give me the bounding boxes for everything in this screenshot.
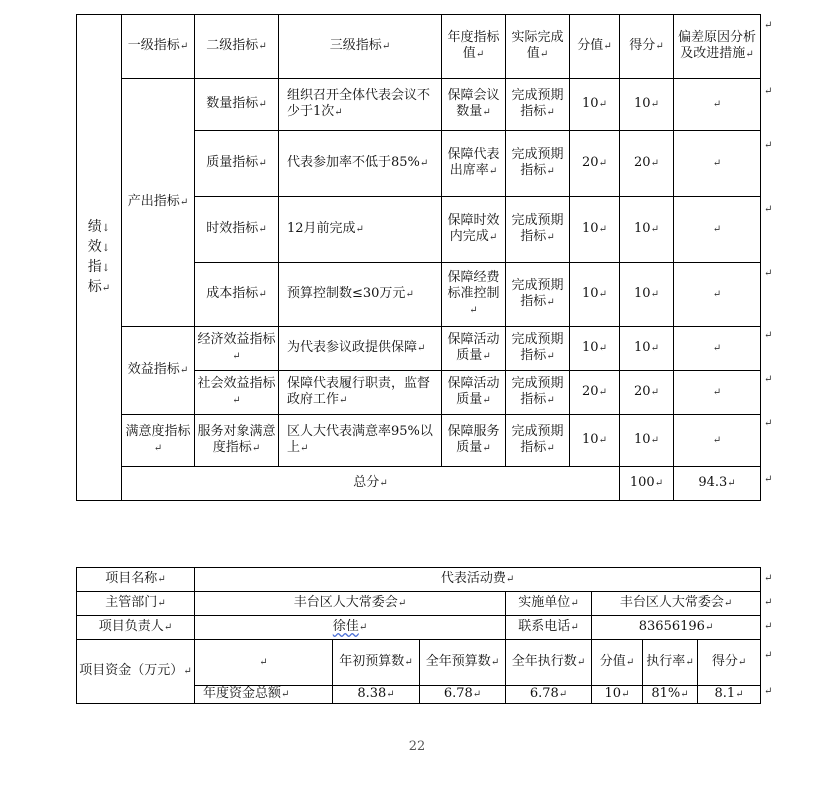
actual-cell: 完成预期指标↵ xyxy=(506,263,570,327)
group-output: 产出指标↵ xyxy=(122,79,195,327)
level3-cell: 预算控制数≤30万元↵ xyxy=(279,263,442,327)
page-number: 22 xyxy=(408,739,426,754)
category-cell: 绩↓ 效↓ 指↓ 标↵ xyxy=(77,15,122,501)
funds-rate: 81%↵ xyxy=(643,686,698,704)
level2-cell: 社会效益指标↵ xyxy=(195,371,279,415)
performance-indicator-table xyxy=(76,14,761,501)
category-char: 绩 xyxy=(87,218,102,235)
level2-cell: 经济效益指标↵ xyxy=(195,327,279,371)
funds-row-label: 年度资金总额↵ xyxy=(195,686,333,704)
row-end-mark: ↵ xyxy=(764,573,773,584)
row-end-mark: ↵ xyxy=(764,268,773,279)
deviation-cell: ↵ xyxy=(674,415,761,467)
row-end-mark: ↵ xyxy=(764,621,773,632)
header-level3: 三级指标↵ xyxy=(279,15,442,79)
phone-label: 联系电话↵ xyxy=(506,616,592,640)
target-cell: 保障活动质量↵ xyxy=(442,327,506,371)
actual-cell: 完成预期指标↵ xyxy=(506,197,570,263)
deviation-cell: ↵ xyxy=(674,371,761,415)
total-score: 94.3↵ xyxy=(674,467,761,501)
dept-value: 丰台区人大常委会↵ xyxy=(195,592,506,616)
table-row xyxy=(77,79,761,131)
value-cell: 10↵ xyxy=(570,327,620,371)
level2-cell: 服务对象满意度指标↵ xyxy=(195,415,279,467)
project-name-value: 代表活动费↵ xyxy=(195,568,761,592)
value-cell: 10↵ xyxy=(570,263,620,327)
score-cell: 10↵ xyxy=(620,197,674,263)
category-char: 指 xyxy=(87,258,102,275)
level3-cell: 代表参加率不低于85%↵ xyxy=(279,131,442,197)
total-label: 总分↵ xyxy=(122,467,620,501)
target-cell: 保障会议数量↵ xyxy=(442,79,506,131)
target-cell: 保障服务质量↵ xyxy=(442,415,506,467)
score-cell: 10↵ xyxy=(620,327,674,371)
project-name-label: 项目名称↵ xyxy=(77,568,195,592)
level2-cell: 数量指标↵ xyxy=(195,79,279,131)
lead-label: 项目负责人↵ xyxy=(77,616,195,640)
level3-cell: 12月前完成↵ xyxy=(279,197,442,263)
level3-cell: 为代表参议政提供保障↵ xyxy=(279,327,442,371)
deviation-cell: ↵ xyxy=(674,197,761,263)
funds-value: 10↵ xyxy=(592,686,643,704)
value-cell: 10↵ xyxy=(570,79,620,131)
row-end-mark: ↵ xyxy=(764,20,773,31)
score-cell: 10↵ xyxy=(620,263,674,327)
category-char: 标 xyxy=(87,278,102,295)
value-cell: 10↵ xyxy=(570,197,620,263)
phone-value: 83656196↵ xyxy=(592,616,761,640)
total-row xyxy=(77,467,761,501)
row-end-mark: ↵ xyxy=(764,204,773,215)
header-level1: 一级指标↵ xyxy=(122,15,195,79)
row-end-mark: ↵ xyxy=(764,418,773,429)
target-cell: 保障时效内完成↵ xyxy=(442,197,506,263)
value-cell: 20↵ xyxy=(570,131,620,197)
funds-exec: 6.78↵ xyxy=(506,686,592,704)
lead-value: 徐佳↵ xyxy=(195,616,506,640)
header-score-value: 分值↵ xyxy=(570,15,620,79)
row-end-mark: ↵ xyxy=(764,597,773,608)
funds-begin: 8.38↵ xyxy=(333,686,420,704)
value-cell: 20↵ xyxy=(570,371,620,415)
actual-cell: 完成预期指标↵ xyxy=(506,415,570,467)
project-info-table xyxy=(76,567,761,704)
category-char: 效 xyxy=(87,238,102,255)
level2-cell: 成本指标↵ xyxy=(195,263,279,327)
row-end-mark: ↵ xyxy=(764,474,773,485)
level3-cell: 组织召开全体代表会议不少于1次↵ xyxy=(279,79,442,131)
row-end-mark: ↵ xyxy=(764,650,773,661)
total-value: 100↵ xyxy=(620,467,674,501)
score-cell: 20↵ xyxy=(620,131,674,197)
target-cell: 保障代表出席率↵ xyxy=(442,131,506,197)
funds-header-score: 得分↵ xyxy=(698,640,761,686)
level2-cell: 质量指标↵ xyxy=(195,131,279,197)
dept-label: 主管部门↵ xyxy=(77,592,195,616)
group-benefit: 效益指标↵ xyxy=(122,327,195,415)
score-cell: 20↵ xyxy=(620,371,674,415)
header-level2: 二级指标↵ xyxy=(195,15,279,79)
funds-header-rate: 执行率↵ xyxy=(643,640,698,686)
table-row xyxy=(77,327,761,371)
deviation-cell: ↵ xyxy=(674,263,761,327)
actual-cell: 完成预期指标↵ xyxy=(506,79,570,131)
group-satisfaction: 满意度指标↵ xyxy=(122,415,195,467)
score-cell: 10↵ xyxy=(620,79,674,131)
header-score: 得分↵ xyxy=(620,15,674,79)
funds-header-value: 分值↵ xyxy=(592,640,643,686)
funds-header-blank: ↵ xyxy=(195,640,333,686)
deviation-cell: ↵ xyxy=(674,327,761,371)
row-end-mark: ↵ xyxy=(764,330,773,341)
funds-header-exec: 全年执行数↵ xyxy=(506,640,592,686)
header-actual: 实际完成值↵ xyxy=(506,15,570,79)
score-cell: 10↵ xyxy=(620,415,674,467)
target-cell: 保障活动质量↵ xyxy=(442,371,506,415)
header-deviation: 偏差原因分析及改进措施↵ xyxy=(674,15,761,79)
value-cell: 10↵ xyxy=(570,415,620,467)
funds-header-full: 全年预算数↵ xyxy=(420,640,506,686)
funds-header-begin: 年初预算数↵ xyxy=(333,640,420,686)
header-annual-target: 年度指标值↵ xyxy=(442,15,506,79)
row-end-mark: ↵ xyxy=(764,140,773,151)
deviation-cell: ↵ xyxy=(674,131,761,197)
level2-cell: 时效指标↵ xyxy=(195,197,279,263)
funds-label: 项目资金（万元）↵ xyxy=(77,640,195,704)
row-end-mark: ↵ xyxy=(764,86,773,97)
level3-cell: 保障代表履行职责，监督政府工作↵ xyxy=(279,371,442,415)
level3-cell: 区人大代表满意率95%以上↵ xyxy=(279,415,442,467)
row-end-mark: ↵ xyxy=(764,686,773,697)
actual-cell: 完成预期指标↵ xyxy=(506,327,570,371)
impl-value: 丰台区人大常委会↵ xyxy=(592,592,761,616)
impl-label: 实施单位↵ xyxy=(506,592,592,616)
table-row xyxy=(77,415,761,467)
actual-cell: 完成预期指标↵ xyxy=(506,371,570,415)
deviation-cell: ↵ xyxy=(674,79,761,131)
row-end-mark: ↵ xyxy=(764,374,773,385)
funds-full: 6.78↵ xyxy=(420,686,506,704)
target-cell: 保障经费标准控制↵ xyxy=(442,263,506,327)
actual-cell: 完成预期指标↵ xyxy=(506,131,570,197)
funds-score: 8.1↵ xyxy=(698,686,761,704)
